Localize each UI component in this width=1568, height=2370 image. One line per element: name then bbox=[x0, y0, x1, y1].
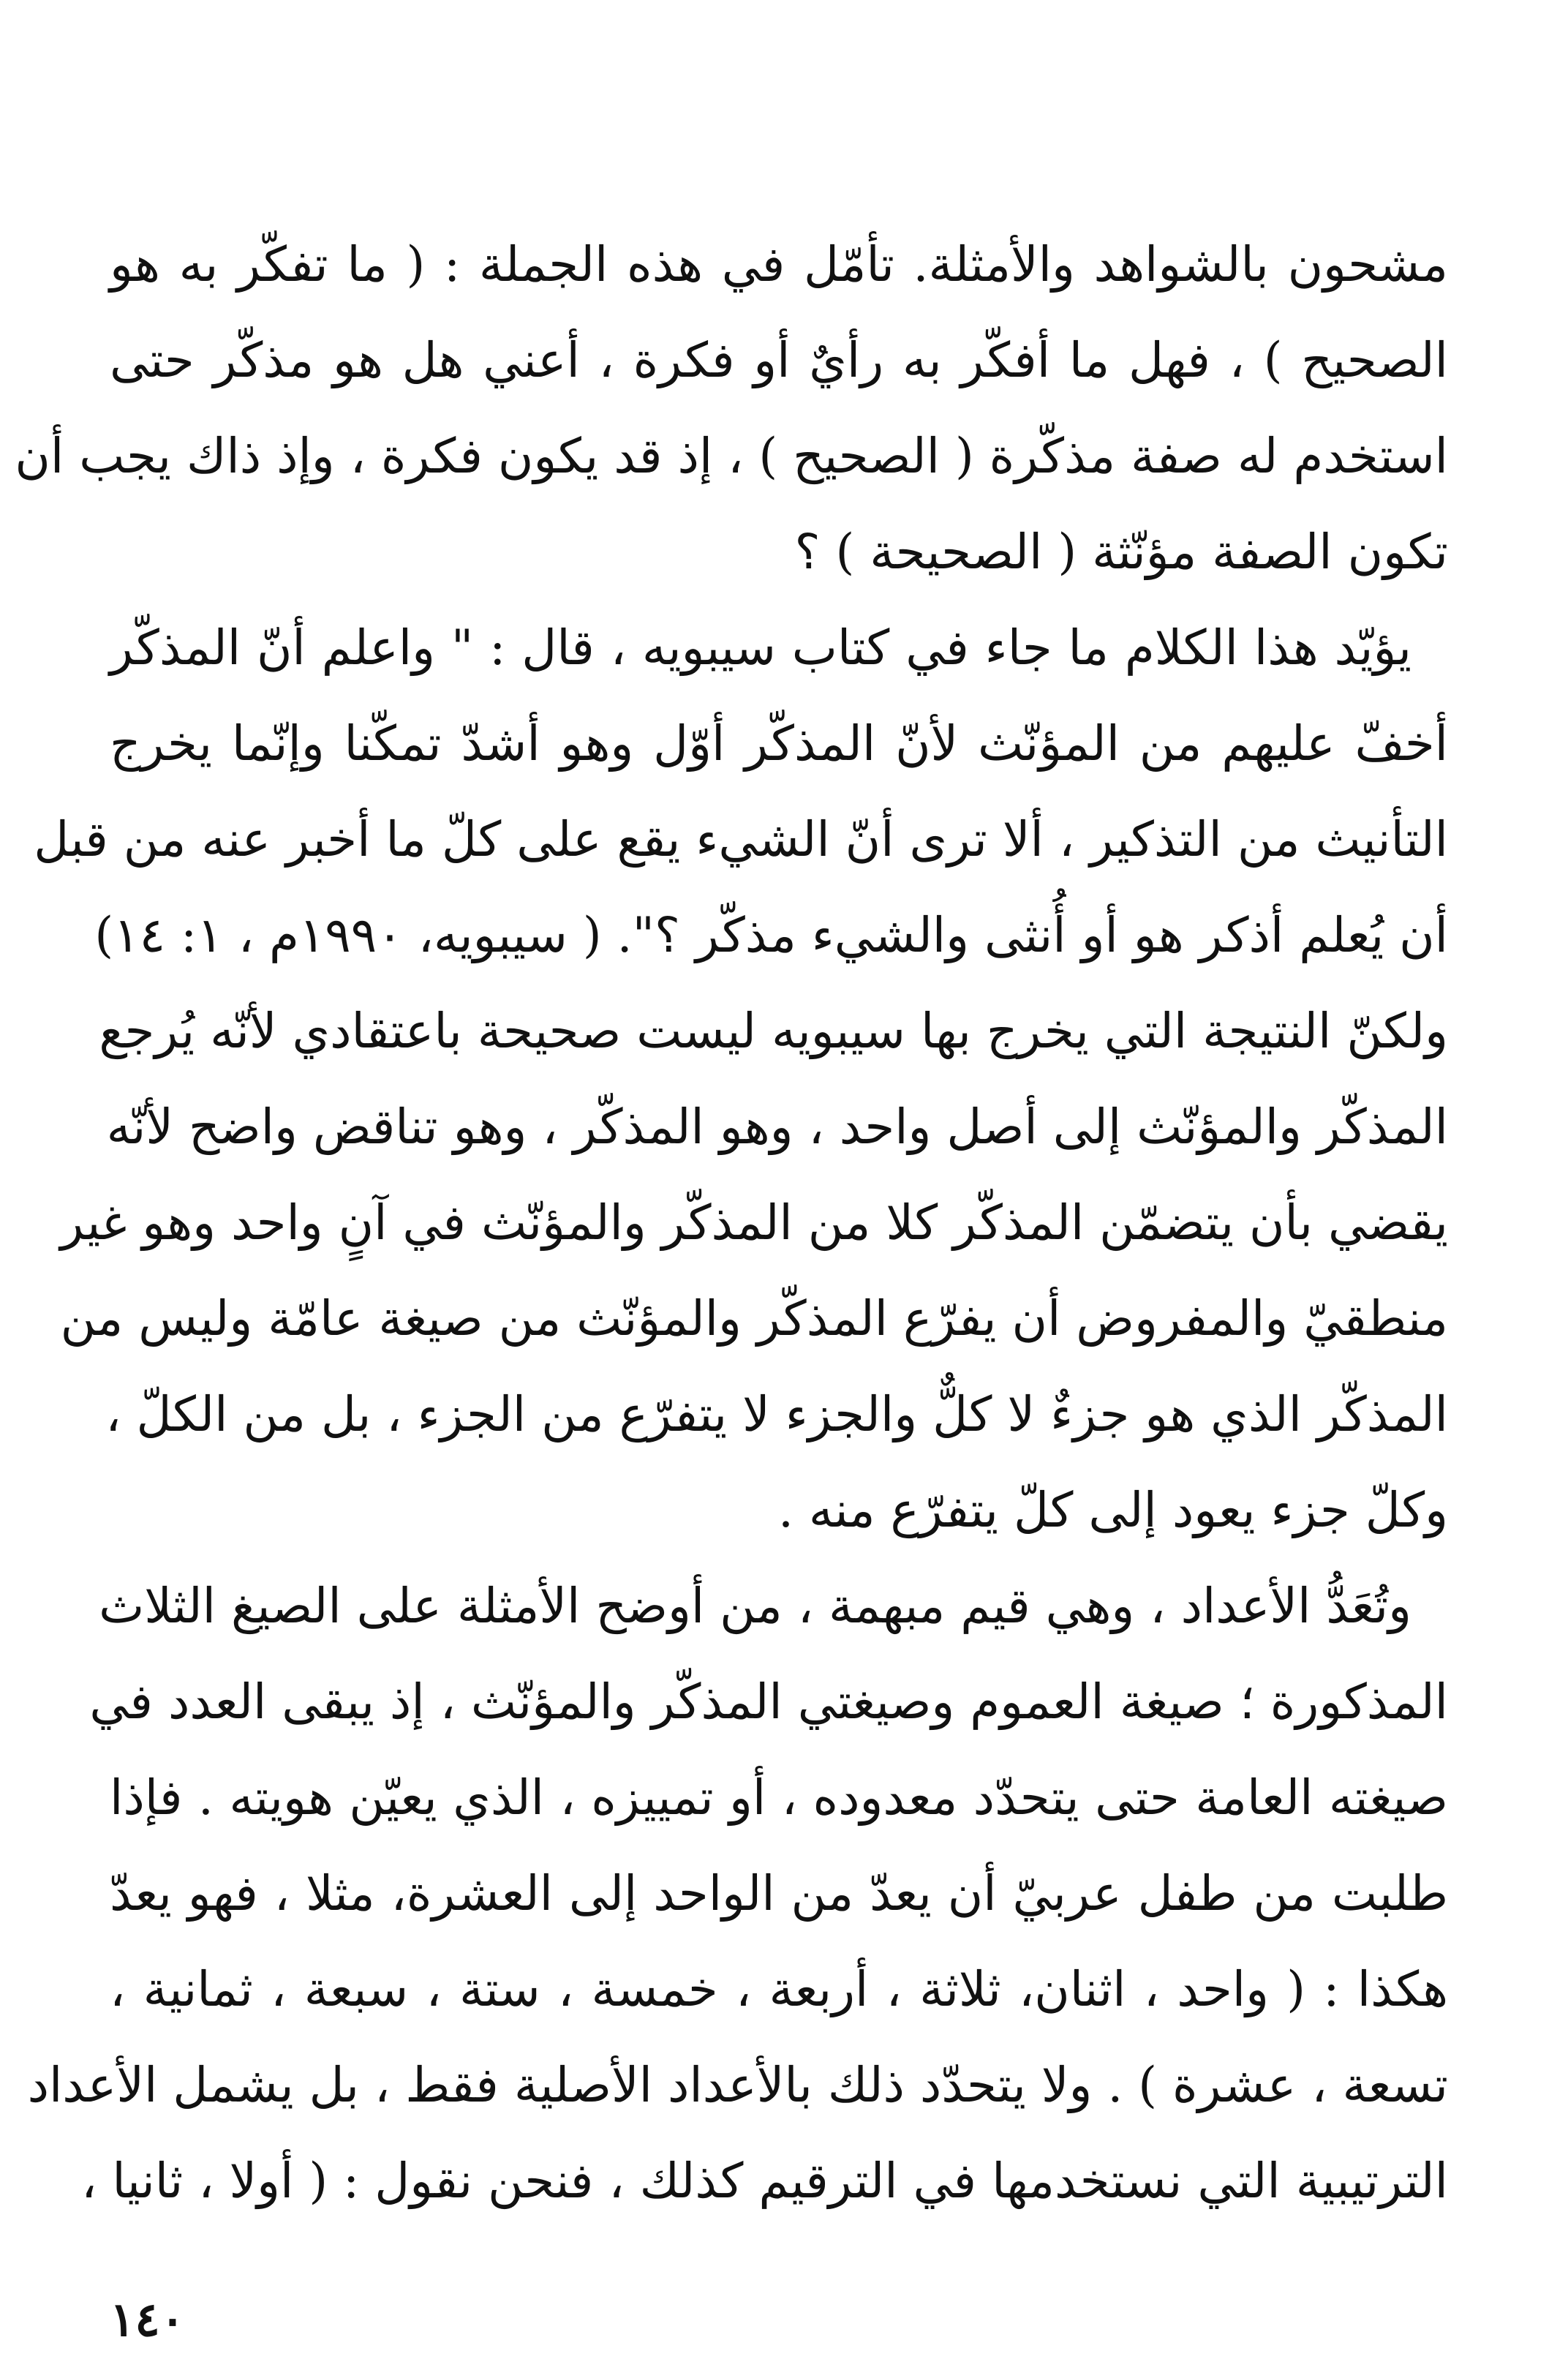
paragraph-end-line: تكون الصفة مؤنّثة ( الصحيحة ) ؟ bbox=[794, 524, 1448, 580]
text-line: مشحون بالشواهد والأمثلة. تأمّل في هذه الجملة : ( ما تفكّر به هو bbox=[110, 236, 1448, 293]
text-line: التأنيث من التذكير ، ألا ترى أنّ الشيء يقع على كلّ ما أخبر عنه من قبل bbox=[34, 811, 1448, 868]
text-line: الترتيبية التي نستخدمها في الترقيم كذلك ، فنحن نقول : ( أولا ، ثانيا ، bbox=[81, 2153, 1448, 2209]
text-line: المذكّر الذي هو جزءٌ لا كلٌّ والجزء لا يتفرّع من الجزء ، بل من الكلّ ، bbox=[105, 1386, 1448, 1442]
text-line: أخفّ عليهم من المؤنّث لأنّ المذكّر أوّل وهو أشدّ تمكّنا وإنّما يخرج bbox=[110, 715, 1448, 772]
text-line: يؤيّد هذا الكلام ما جاء في كتاب سيبويه ، قال : " واعلم أنّ المذكّر bbox=[110, 620, 1411, 676]
body-text bbox=[15, 217, 1448, 2229]
text-line: الصحيح ) ، فهل ما أفكّر به رأيٌ أو فكرة ، أعني هل هو مذكّر حتى bbox=[110, 332, 1448, 388]
text-line: ولكنّ النتيجة التي يخرج بها سيبويه ليست صحيحة باعتقادي لأنّه يُرجع bbox=[99, 1003, 1448, 1059]
paragraph-end-line: وكلّ جزء يعود إلى كلّ يتفرّع منه . bbox=[777, 1482, 1448, 1538]
text-line: صيغته العامة حتى يتحدّد معدوده ، أو تمييزه ، الذي يعيّن هويته . فإذا bbox=[110, 1769, 1448, 1826]
text-line: هكذا : ( واحد ، اثنان، ثلاثة ، أربعة ، خمسة ، ستة ، سبعة ، ثمانية ، bbox=[110, 1961, 1448, 2017]
text-line: منطقيّ والمفروض أن يفرّع المذكّر والمؤنّث من صيغة عامّة وليس من bbox=[60, 1290, 1448, 1347]
text-line: تسعة ، عشرة ) . ولا يتحدّد ذلك بالأعداد الأصلية فقط ، بل يشمل الأعداد bbox=[27, 2057, 1448, 2113]
text-line: استخدم له صفة مذكّرة ( الصحيح ) ، إذ قد يكون فكرة ، وإذ ذاك يجب أن bbox=[15, 428, 1448, 484]
text-line: المذكورة ؛ صيغة العموم وصيغتي المذكّر والمؤنّث ، إذ يبقى العدد في bbox=[89, 1674, 1448, 1730]
page-number: ١٤٠ bbox=[110, 2292, 186, 2347]
text-line: المذكّر والمؤنّث إلى أصل واحد ، وهو المذكّر ، وهو تناقض واضح لأنّه bbox=[106, 1099, 1448, 1155]
text-line: طلبت من طفل عربيّ أن يعدّ من الواحد إلى العشرة، مثلا ، فهو يعدّ bbox=[110, 1865, 1448, 1922]
text-line: أن يُعلم أذكر هو أو أُنثى والشيء مذكّر ؟". ( سيبويه، ١٩٩٠م ، ١: ١٤) bbox=[94, 907, 1448, 963]
text-line: وتُعَدُّ الأعداد ، وهي قيم مبهمة ، من أوضح الأمثلة على الصيغ الثلاث bbox=[99, 1578, 1411, 1634]
text-line: يقضي بأن يتضمّن المذكّر كلا من المذكّر والمؤنّث في آنٍ واحد وهو غير bbox=[60, 1195, 1448, 1251]
